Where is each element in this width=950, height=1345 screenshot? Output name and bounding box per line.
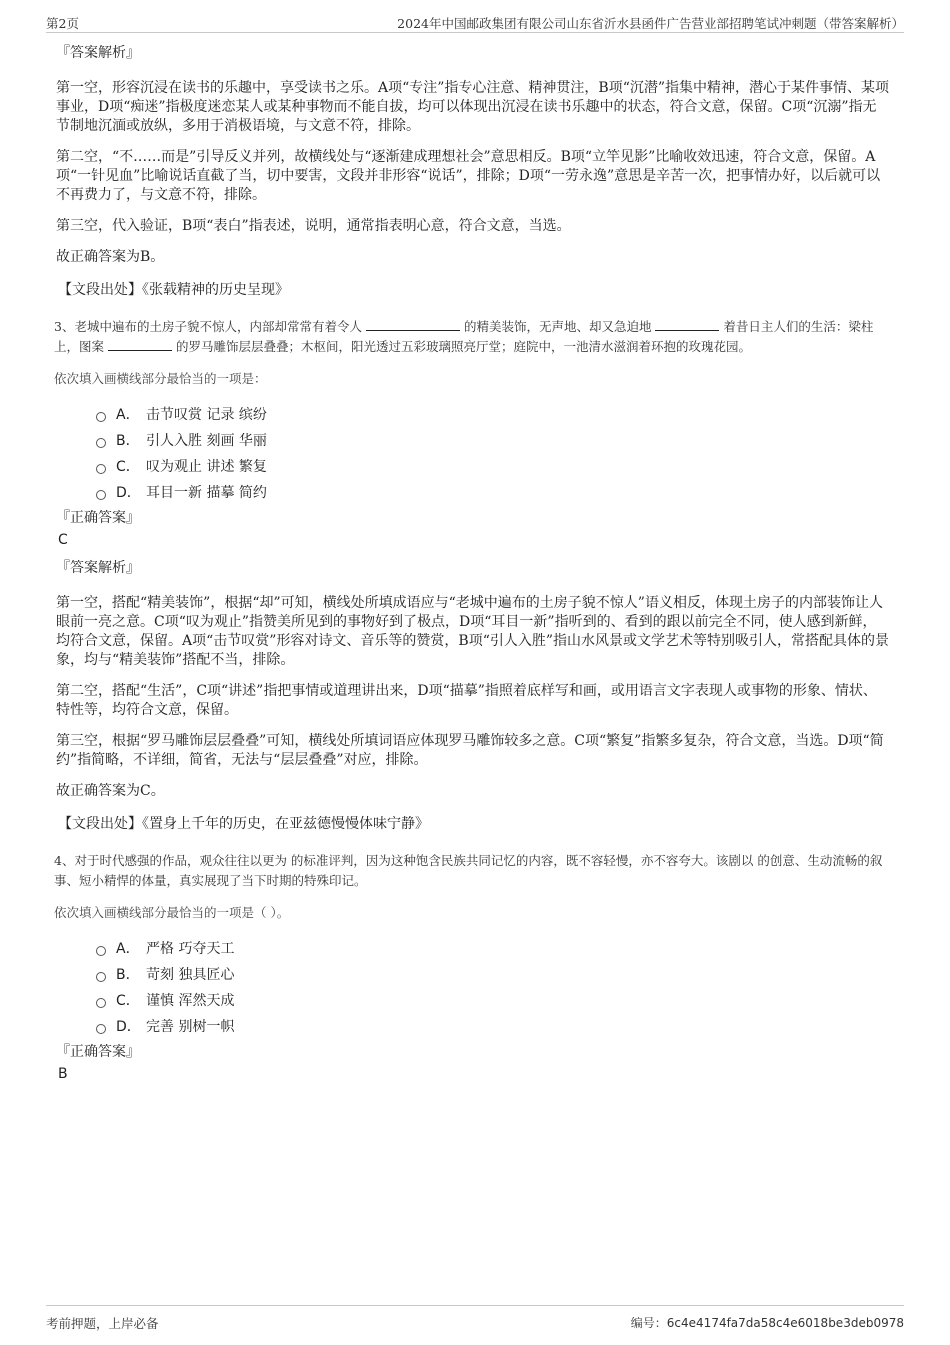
option-c[interactable]: C． 叹为观止 讲述 繁复 [96, 453, 890, 479]
page-footer [46, 1305, 904, 1336]
radio-icon[interactable] [96, 1024, 106, 1034]
analysis-paragraph: 第一空，形容沉浸在读书的乐趣中，享受读书之乐。A项“专注”指专心注意、精神贯注，B项“沉潜”指集中精神，潜心于某件事情、某项事业，D项“痴迷”指极度迷恋某人或某种事物而不能自拔，均可以体现出沉浸在读书乐趣中的状态，符合文意，保留。C项“沉溺”指无节制地沉湎或放纵，多用于消极语境，与文意不符，排除。 [56, 80, 890, 134]
footer-slogan: 考前押题，上岸必备 [46, 1316, 159, 1331]
analysis-paragraph: 第二空，搭配“生活”，C项“讲述”指把事情或道理讲出来，D项“描摹”指照着底样写和画，或用语言文字表现人或事物的形象、情状、特性等，均符合文意，保留。 [56, 683, 877, 718]
stem-text: 3、老城中遍布的土房子貌不惊人，内部却常常有着令人 [54, 319, 362, 334]
fill-blank [108, 338, 172, 351]
option-d[interactable]: D． 完善 别树一帜 [96, 1013, 890, 1039]
conclusion: 故正确答案为B。 [56, 249, 165, 265]
source-citation: 【文段出处】《张载精神的历史呈现》 [58, 282, 289, 298]
radio-icon[interactable] [96, 438, 106, 448]
document-title: 2024年中国邮政集团有限公司山东省沂水县函件广告营业部招聘笔试冲刺题（带答案解析） [397, 16, 904, 31]
analysis-paragraph: 第三空，根据“罗马雕饰层层叠叠”可知，横线处所填词语应体现罗马雕饰较多之意。C项“繁复”指繁多复杂，符合文意，当选。D项“简约”指简略，不详细，简省，无法与“层层叠叠”对应，排除。 [56, 733, 884, 768]
fill-blank [366, 318, 460, 331]
stem-text: 着昔日主人们的生活：梁柱上，图案 [54, 319, 874, 354]
analysis-paragraph: 第二空，“不……而是”引导反义并列，故横线处与“逐渐建成理想社会”意思相反。B项“立竿见影”比喻收效迅速，符合文意，保留。A项“一针见血”比喻说话直截了当，切中要害，文段并非形容“说话”，排除；D项“一劳永逸”意思是辛苦一次，把事情办好，以后就可以不再费力了，与文意不符，排除。 [56, 149, 881, 203]
correct-answer-label: 『正确答案』 [56, 1044, 140, 1060]
radio-icon[interactable] [96, 998, 106, 1008]
question-stem [54, 317, 890, 357]
document-id: 编号：6c4e4174fa7da58c4e6018be3deb0978 [630, 1316, 904, 1330]
option-c[interactable]: C． 谨慎 浑然天成 [96, 987, 890, 1013]
conclusion: 故正确答案为C。 [56, 783, 165, 799]
source-citation: 【文段出处】《置身上千年的历史，在亚兹德慢慢体味宁静》 [58, 816, 429, 832]
option-d[interactable]: D． 耳目一新 描摹 简约 [96, 479, 890, 505]
correct-answer-label: 『正确答案』 [56, 510, 140, 526]
radio-icon[interactable] [96, 412, 106, 422]
radio-icon[interactable] [96, 972, 106, 982]
radio-icon[interactable] [96, 946, 106, 956]
page-header [46, 14, 904, 33]
option-b[interactable]: B． 引人入胜 刻画 华丽 [96, 427, 890, 453]
analysis-paragraph: 第一空，搭配“精美装饰”，根据“却”可知，横线处所填成语应与“老城中遍布的土房子貌不惊人”语义相反，体现土房子的内部装饰让人眼前一亮之意。C项“叹为观止”指赞美所见到的事物好到了极点，D项“耳目一新”指听到的、看到的跟以前完全不同，使人感到新鲜，均符合文意，保留。A项“击节叹赏”形容对诗文、音乐等的赞赏，B项“引人入胜”指山水风景或文学艺术等特别吸引人，常搭配具体的景象，均与“精美装饰”搭配不当，排除。 [56, 595, 890, 668]
radio-icon[interactable] [96, 490, 106, 500]
option-a[interactable]: A． 严格 巧夺天工 [96, 935, 890, 961]
option-list [96, 935, 890, 1039]
fill-blank [655, 318, 719, 331]
option-list [96, 401, 890, 505]
stem-text: 的精美装饰，无声地、却又急迫地 [463, 319, 652, 334]
stem-text: 的罗马雕饰层层叠叠；木枢间，阳光透过五彩玻璃照亮厅堂；庭院中，一池清水滋润着环抱的玫瑰花园。 [175, 339, 751, 354]
correct-answer: B [58, 1066, 68, 1082]
question-prompt: 依次填入画横线部分最恰当的一项是： [54, 371, 267, 386]
radio-icon[interactable] [96, 464, 106, 474]
option-a[interactable]: A． 击节叹赏 记录 缤纷 [96, 401, 890, 427]
question-stem: 4、对于时代感强的作品，观众往往以更为 的标准评判，因为这种饱含民族共同记忆的内容，既不容轻慢，亦不容夸大。该剧以 的创意、生动流畅的叙事、短小精悍的体量，真实展现了当下时期的特殊印记。 [54, 853, 883, 888]
option-b[interactable]: B． 苛刻 独具匠心 [96, 961, 890, 987]
analysis-paragraph: 第三空，代入验证，B项“表白”指表述，说明，通常指表明心意，符合文意，当选。 [56, 218, 571, 234]
answer-analysis-label: 『答案解析』 [56, 45, 140, 61]
main-content [56, 44, 890, 1093]
answer-analysis-label: 『答案解析』 [56, 560, 140, 576]
page-number: 第2页 [46, 16, 79, 31]
correct-answer: C [58, 532, 68, 548]
question-prompt: 依次填入画横线部分最恰当的一项是（ ）。 [54, 905, 290, 920]
